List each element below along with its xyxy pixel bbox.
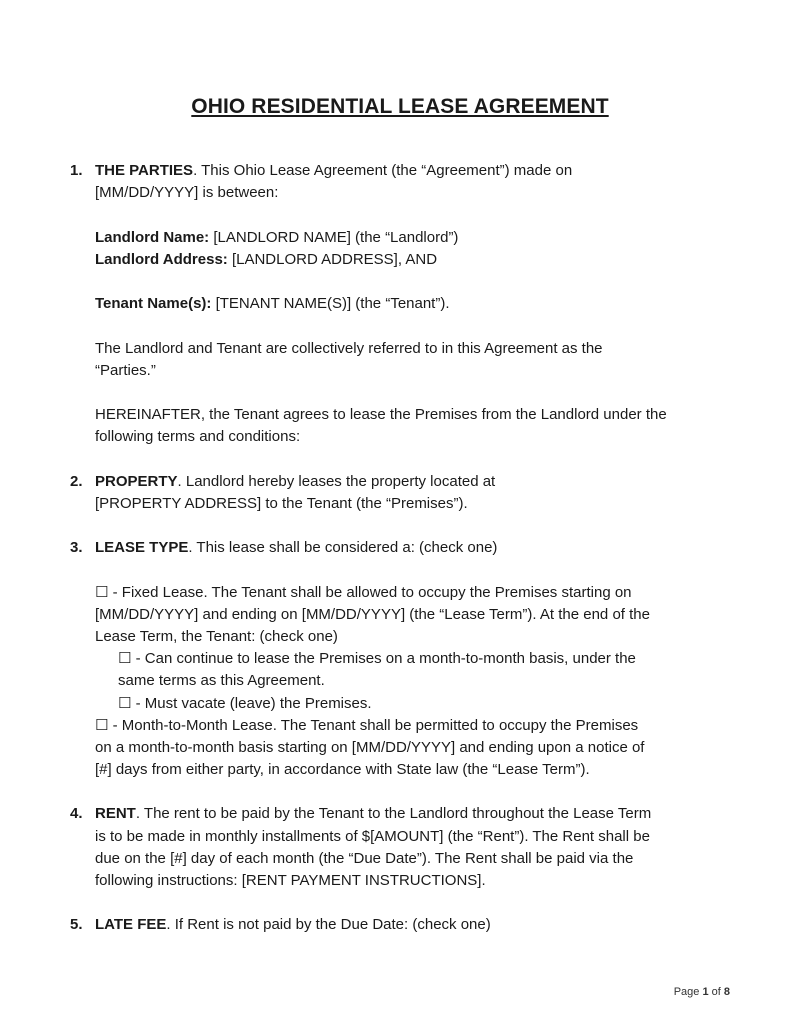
month-to-month-line-2: on a month-to-month basis starting on [MM/DD/YYYY] and ending upon a notice of — [95, 738, 645, 756]
landlord-name-value: [LANDLORD NAME] (the “Landlord”) — [209, 228, 459, 246]
current-page: 1 — [702, 986, 709, 998]
section-2-number: 2. — [70, 472, 83, 490]
section-2-text: . Landlord hereby leases the property located at — [177, 472, 496, 490]
vacate-option-checkbox[interactable]: ☐ - Must vacate (leave) the Premises. — [118, 694, 372, 712]
tenant-name-value: [TENANT NAME(S)] (the “Tenant”). — [211, 295, 450, 313]
parties-paragraph-line-2: “Parties.” — [95, 361, 156, 379]
section-1-number: 1. — [70, 162, 83, 179]
section-1-heading: THE PARTIES — [95, 162, 194, 179]
section-5-number: 5. — [70, 916, 83, 934]
parties-paragraph-line-1: The Landlord and Tenant are collectively referred to in this Agreement as the — [95, 339, 603, 357]
fixed-lease-line-3: Lease Term, the Tenant: (check one) — [95, 627, 338, 645]
section-5-heading: LATE FEE — [95, 916, 167, 934]
page-number-footer — [674, 986, 730, 998]
landlord-name-line — [70, 227, 740, 249]
total-pages: 8 — [723, 986, 730, 998]
hereinafter-paragraph-line-1: HEREINAFTER, the Tenant agrees to lease the Premises from the Landlord under the — [95, 406, 667, 424]
month-to-month-checkbox-line-1[interactable]: ☐ - Month-to-Month Lease. The Tenant shall be permitted to occupy the Premises — [95, 716, 639, 734]
section-2-line-1 — [70, 471, 740, 493]
section-3-number: 3. — [70, 539, 83, 557]
page-word: Page — [673, 986, 703, 998]
tenant-name-label: Tenant Name(s): — [95, 295, 212, 313]
section-1-line-2: [MM/DD/YYYY] is between: — [95, 184, 279, 202]
landlord-name-label: Landlord Name: — [95, 228, 210, 246]
landlord-address-value: [LANDLORD ADDRESS], AND — [227, 250, 438, 268]
section-1-line-1 — [70, 160, 740, 182]
section-2-heading: PROPERTY — [95, 472, 178, 490]
document-title: OHIO RESIDENTIAL LEASE AGREEMENT — [191, 95, 609, 118]
section-4-line-4: following instructions: [RENT PAYMENT INSTRUCTIONS]. — [95, 872, 486, 889]
section-3-line-1 — [70, 537, 740, 559]
fixed-lease-line-2: [MM/DD/YYYY] and ending on [MM/DD/YYYY] (the “Lease Term”). At the end of the — [95, 605, 650, 623]
section-1-text: . This Ohio Lease Agreement (the “Agreement”) made on — [193, 162, 573, 179]
section-3-heading: LEASE TYPE — [95, 539, 189, 557]
section-4-text: . The rent to be paid by the Tenant to the Landlord throughout the Lease Term — [135, 805, 652, 823]
document-body — [70, 160, 740, 937]
section-3-text: . This lease shall be considered a: (check one) — [188, 539, 498, 557]
section-4-heading: RENT — [95, 805, 136, 823]
continue-option-checkbox-line-1[interactable]: ☐ - Can continue to lease the Premises on a month-to-month basis, under the — [118, 650, 636, 668]
hereinafter-paragraph-line-2: following terms and conditions: — [95, 428, 301, 446]
month-to-month-line-3: [#] days from either party, in accordance with State law (the “Lease Term”). — [95, 761, 590, 779]
section-2-line-2: [PROPERTY ADDRESS] to the Tenant (the “Premises”). — [95, 494, 468, 512]
section-4-number: 4. — [70, 805, 83, 823]
tenant-name-line — [70, 293, 740, 315]
landlord-address-label: Landlord Address: — [95, 250, 228, 268]
section-5-text: . If Rent is not paid by the Due Date: (check one) — [166, 916, 491, 934]
section-5-line-1 — [70, 914, 740, 936]
landlord-address-line — [70, 249, 740, 271]
fixed-lease-checkbox-line-1[interactable]: ☐ - Fixed Lease. The Tenant shall be allowed to occupy the Premises starting on — [95, 583, 632, 601]
section-4-line-1 — [70, 803, 740, 825]
section-4-line-3: due on the [#] day of each month (the “Due Date”). The Rent shall be paid via the — [95, 849, 634, 867]
continue-option-line-2: same terms as this Agreement. — [118, 672, 325, 690]
of-word: of — [708, 986, 724, 998]
section-4-line-2: is to be made in monthly installments of $[AMOUNT] (the “Rent”). The Rent shall be — [95, 827, 650, 845]
